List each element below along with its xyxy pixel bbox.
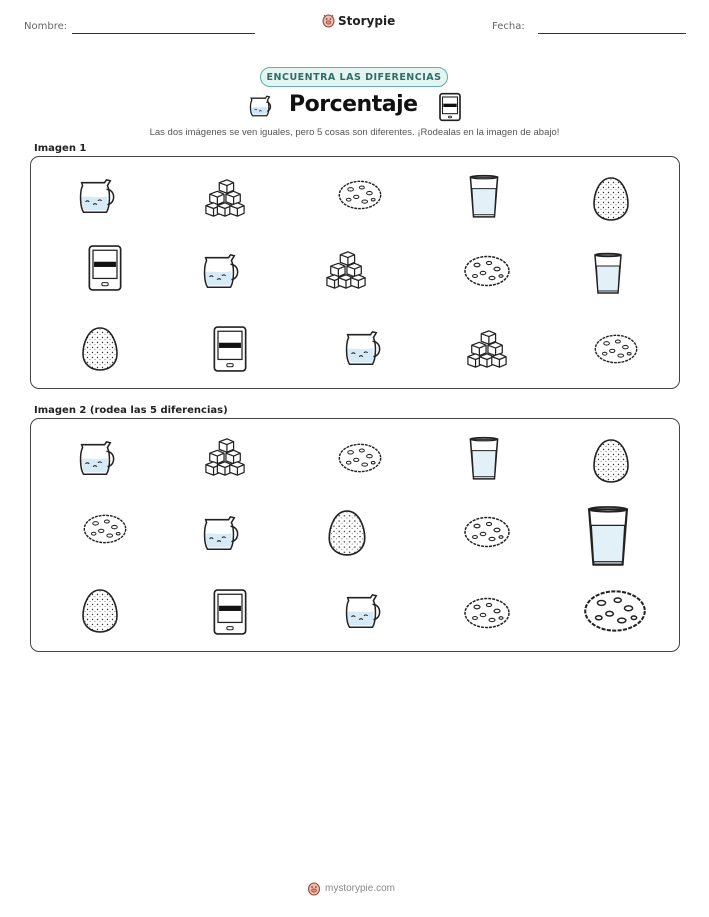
date-line[interactable] (538, 33, 686, 34)
glass-icon (592, 252, 624, 296)
title-pitcher-icon (246, 93, 272, 119)
page-title: Porcentaje (289, 92, 418, 117)
glass-icon[interactable] (467, 436, 501, 482)
egg-icon[interactable] (80, 588, 120, 634)
instructions-text: Las dos imágenes se ven iguales, pero 5 cosas son diferentes. ¡Rodealas en la imagen de abajo! (149, 127, 560, 138)
cookie-icon[interactable] (463, 515, 511, 549)
image2-label: Imagen 2 (rodea las 5 diferencias) (34, 405, 228, 416)
brand-logo (322, 13, 395, 28)
name-line[interactable] (72, 33, 255, 34)
cookie-icon (337, 179, 383, 211)
egg-icon (80, 326, 120, 372)
pig-mascot-icon (322, 13, 335, 28)
date-label: Fecha: (492, 21, 525, 32)
name-label: Nombre: (24, 21, 68, 32)
sugar-cubes-icon (465, 328, 509, 370)
glass-icon (467, 174, 501, 220)
tablet-icon (211, 325, 249, 373)
cookie-icon (463, 254, 511, 288)
sugar-cubes-icon (324, 249, 368, 291)
tablet-icon (87, 244, 123, 292)
pitcher-icon[interactable] (74, 438, 116, 480)
pitcher-icon (74, 176, 116, 218)
egg-icon[interactable] (592, 438, 630, 484)
cookie-icon (593, 333, 639, 365)
sugar-cubes-icon (203, 177, 247, 219)
glass-icon[interactable] (584, 505, 632, 569)
title-tablet-icon (438, 92, 462, 122)
cookie-icon[interactable] (582, 588, 648, 634)
cookie-icon[interactable] (82, 513, 128, 545)
pitcher-icon[interactable] (340, 591, 382, 633)
egg-icon (592, 176, 630, 222)
footer (307, 881, 395, 896)
cookie-icon[interactable] (463, 596, 511, 630)
activity-badge: ENCUENTRA LAS DIFERENCIAS (260, 67, 448, 87)
sugar-cubes-icon[interactable] (203, 436, 247, 478)
brand-name: Storypie (338, 13, 396, 28)
footer-pig-icon (307, 881, 321, 896)
pitcher-icon (198, 251, 240, 293)
footer-url: mystorypie.com (325, 883, 396, 894)
tablet-icon[interactable] (211, 588, 249, 636)
cookie-icon[interactable] (337, 442, 383, 474)
pitcher-icon[interactable] (198, 513, 240, 555)
pitcher-icon (340, 328, 382, 370)
image1-label: Imagen 1 (34, 143, 87, 154)
egg-icon[interactable] (327, 509, 367, 557)
